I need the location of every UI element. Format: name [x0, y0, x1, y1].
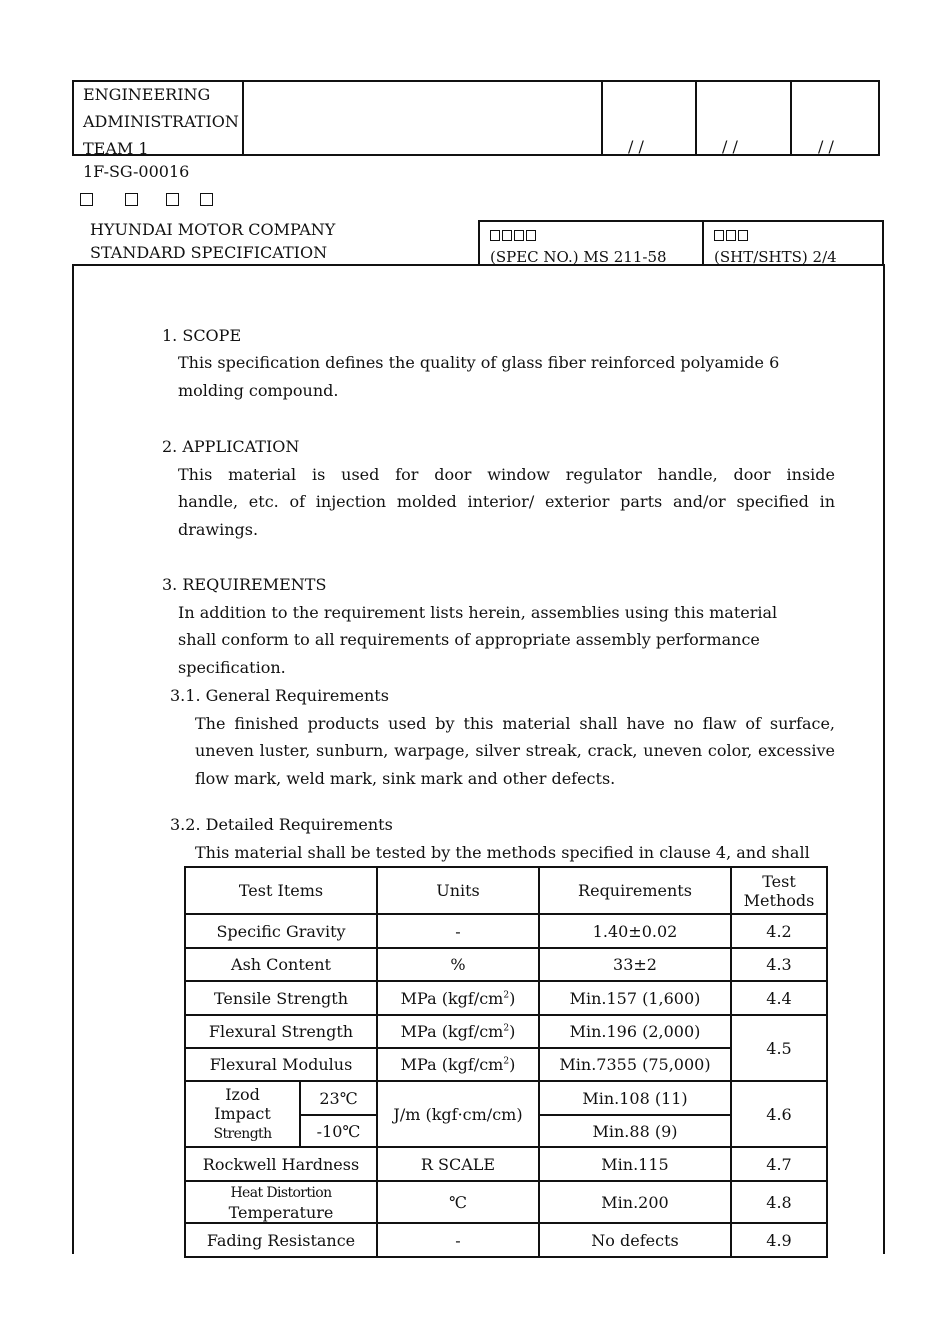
cell-requirement: No defects — [539, 1223, 731, 1257]
approval-date-1: / / — [628, 137, 644, 156]
cell-method: 4.2 — [731, 914, 827, 948]
dept-line-2: ADMINISTRATION — [83, 112, 239, 131]
cell-requirement: 33±2 — [539, 948, 731, 981]
section-2-title: 2. APPLICATION — [162, 437, 300, 456]
cell-requirement: Min.196 (2,000) — [539, 1015, 731, 1048]
section-3-1-line-2: uneven luster, sunburn, warpage, silver streak, crack, uneven color, excessive — [195, 741, 835, 760]
cell-method: 4.7 — [731, 1147, 827, 1181]
spec-number-glyphs — [490, 224, 694, 246]
divider — [790, 82, 792, 154]
cell-item: Flexural Modulus — [185, 1048, 377, 1081]
spec-number: (SPEC NO.) MS 211-58 — [490, 248, 667, 266]
cell-unit: % — [377, 948, 539, 981]
section-3-1-line-3: flow mark, weld mark, sink mark and other defects. — [195, 769, 616, 788]
cell-temperature: 23℃ — [300, 1081, 377, 1115]
cell-item: Specific Gravity — [185, 914, 377, 948]
section-1-line-1: This specification defines the quality of glass fiber reinforced polyamide 6 — [178, 353, 780, 372]
cell-unit: J/m (kgf·cm/cm) — [377, 1081, 539, 1147]
section-3-title: 3. REQUIREMENTS — [162, 575, 327, 594]
cell-requirement: Min.200 — [539, 1181, 731, 1223]
section-1-title: 1. SCOPE — [162, 326, 242, 345]
cell-requirement: Min.7355 (75,000) — [539, 1048, 731, 1081]
header-units: Units — [377, 867, 539, 914]
divider — [242, 82, 244, 154]
cell-requirement: Min.88 (9) — [539, 1115, 731, 1147]
cell-temperature: -10℃ — [300, 1115, 377, 1147]
cell-method: 4.8 — [731, 1181, 827, 1223]
section-3-1-title: 3.1. General Requirements — [170, 686, 389, 705]
missing-glyph-icon — [80, 193, 93, 206]
section-3-1-line-1: The finished products used by this material shall have no flaw of surface, — [195, 714, 835, 733]
document-id: 1F-SG-00016 — [83, 162, 190, 181]
table-row — [185, 1181, 827, 1223]
dept-line-3: TEAM 1 — [83, 139, 149, 158]
cell-method: 4.9 — [731, 1223, 827, 1257]
table-row — [185, 981, 827, 1015]
cell-unit: - — [377, 914, 539, 948]
cell-method: 4.5 — [731, 1015, 827, 1081]
cell-item-izod: Izod Impact Strength — [185, 1081, 300, 1147]
sheet-number-cell — [704, 222, 884, 266]
table-row — [185, 1147, 827, 1181]
approval-date-2: / / — [722, 137, 738, 156]
section-2-line-2: handle, etc. of injection molded interior/ exterior parts and/or specified in — [178, 492, 835, 511]
section-3-2-line-1: This material shall be tested by the methods specified in clause 4, and shall — [195, 843, 810, 862]
missing-glyph-icon — [125, 193, 138, 206]
section-3-line-1: In addition to the requirement lists herein, assemblies using this material — [178, 603, 778, 622]
section-3-line-2: shall conform to all requirements of appropriate assembly performance — [178, 630, 760, 649]
header-requirements: Requirements — [539, 867, 731, 914]
sheet-number-glyphs — [714, 224, 874, 246]
table-row — [185, 1081, 827, 1115]
cell-requirement: 1.40±0.02 — [539, 914, 731, 948]
cell-item: Rockwell Hardness — [185, 1147, 377, 1181]
header-test-methods: Test Methods — [731, 867, 827, 914]
cell-unit: MPa $(kgf/cm^2)$ — [377, 981, 539, 1015]
company-name: HYUNDAI MOTOR COMPANY — [90, 220, 336, 239]
cell-item: Ash Content — [185, 948, 377, 981]
missing-glyph-icon — [166, 193, 179, 206]
spec-number-cell — [480, 222, 704, 266]
approval-date-3: / / — [818, 137, 834, 156]
cell-requirement: Min.108 (11) — [539, 1081, 731, 1115]
section-3-2-title: 3.2. Detailed Requirements — [170, 815, 393, 834]
section-2-line-1: This material is used for door window regulator handle, door inside — [178, 465, 835, 484]
cell-method: 4.3 — [731, 948, 827, 981]
section-2-line-3: drawings. — [178, 520, 259, 539]
cell-item: Flexural Strength — [185, 1015, 377, 1048]
cell-item: Tensile Strength — [185, 981, 377, 1015]
sheet-number: (SHT/SHTS) 2/4 — [714, 248, 837, 266]
company-spec-title: STANDARD SPECIFICATION — [90, 243, 328, 262]
table-row — [185, 1223, 827, 1257]
cell-method: 4.4 — [731, 981, 827, 1015]
divider — [601, 82, 603, 154]
header-test-items: Test Items — [185, 867, 377, 914]
cell-unit: MPa $(kgf/cm^2)$ — [377, 1048, 539, 1081]
table-row — [185, 914, 827, 948]
divider — [695, 82, 697, 154]
cell-item: Heat Distortion Temperature — [185, 1181, 377, 1223]
table-row — [185, 1048, 827, 1081]
spec-number-box — [478, 220, 884, 266]
cell-method: 4.6 — [731, 1081, 827, 1147]
section-3-line-3: specification. — [178, 658, 286, 677]
cell-unit: MPa $(kgf/cm^2)$ — [377, 1015, 539, 1048]
table-header-row — [185, 867, 827, 914]
table-row — [185, 1015, 827, 1048]
cell-unit: ℃ — [377, 1181, 539, 1223]
cell-item: Fading Resistance — [185, 1223, 377, 1257]
cell-unit: - — [377, 1223, 539, 1257]
table-row — [185, 948, 827, 981]
cell-unit: R SCALE — [377, 1147, 539, 1181]
cell-requirement: Min.115 — [539, 1147, 731, 1181]
dept-line-1: ENGINEERING — [83, 85, 211, 104]
section-1-line-2: molding compound. — [178, 381, 339, 400]
cell-requirement: Min.157 (1,600) — [539, 981, 731, 1015]
requirements-table — [184, 866, 828, 1258]
missing-glyph-icon — [200, 193, 213, 206]
